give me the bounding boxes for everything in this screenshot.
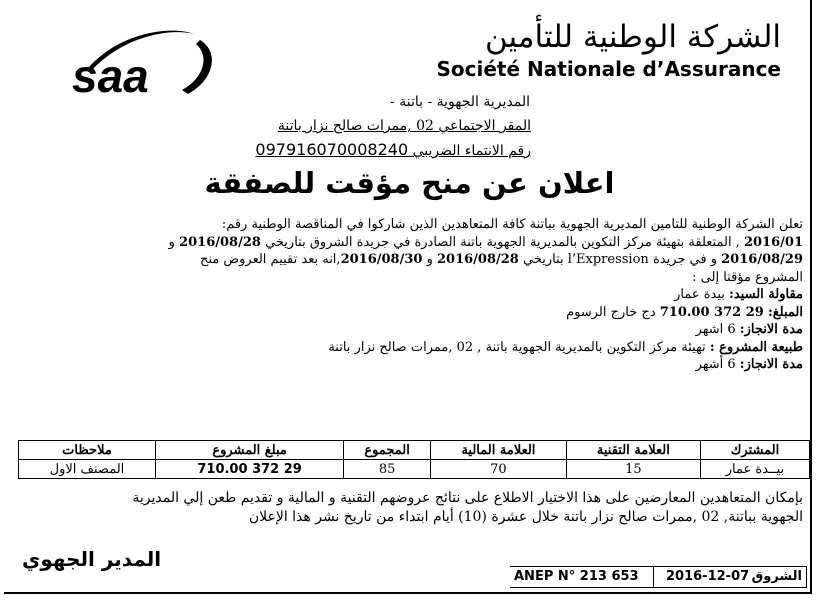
publication-footer: [510, 566, 807, 588]
intro-line-1: تعلن الشركة الوطنية للتامين المديرية الجهوية بباتنة كافة المتعاهدين الذين شاركوا في المناقصة الوطنية رقم:: [221, 217, 803, 232]
anep-number: ANEP N° 213 653: [514, 567, 654, 587]
appeal-line-2: الجهوية بباتنة, 02 ,ممرات صالح نزار باتنة خلال عشرة (10) أيام ابتداء من تاريخ نشر هذا الإعلان: [248, 509, 803, 525]
intro-line-3-text-2: بتاريخي: [522, 252, 564, 267]
tax-number-label: رقم الانتماء الضريبي: [412, 143, 531, 159]
publication-date: 2016-12-07: [666, 569, 750, 584]
newspaper-logo: الشروق: [751, 569, 802, 584]
appeal-line-1: بإمكان المتعاهدين المعارضين على هذا الاختيار الاطلاع على نتائج عروضهم التقنية و المالية و تقديم طعن إلي المديرية: [132, 490, 803, 506]
duration-2-label: مدة الانجاز:: [739, 357, 803, 372]
amount-line: [13, 304, 803, 322]
table-row: [19, 460, 810, 479]
saa-logo: [70, 28, 220, 100]
nature-value: تهيئة مركز التكوين بالمديرية الجهوية باتنة , 02 ,ممرات صالح نزار باتنة: [328, 339, 706, 355]
tender-number: 2016/01: [743, 234, 803, 250]
company-name-arabic: الشركة الوطنية للتأمين: [484, 19, 781, 55]
intro-line-3: [13, 251, 803, 269]
publication-date-3: 2016/08/28: [436, 252, 519, 267]
contractor-value: بيدة عمار: [674, 287, 725, 302]
amount-label: المبلغ:: [767, 304, 803, 320]
intro-line-3-text-3: ,انه بعد تقييم العروض منح: [200, 252, 341, 267]
announcement-body: [13, 216, 803, 374]
publication-date-4: 2016/08/30: [340, 252, 423, 267]
intro-line-2: [13, 234, 803, 252]
table-header: المشترك: [700, 441, 809, 460]
contractor-label: مقاولة السيد:: [729, 287, 803, 302]
table-cell: 85: [344, 460, 431, 479]
duration-value: 6 اشهر: [695, 322, 736, 337]
amount-suffix: دج خارج الرسوم: [566, 304, 656, 320]
table-header-row: [19, 441, 810, 460]
duration-label: مدة الانجاز:: [739, 322, 803, 337]
regional-directorate: المديرية الجهوية - باتنة -: [390, 94, 530, 110]
intro-line-4: المشروع مؤقتا إلى :: [692, 269, 803, 285]
table-cell: 70: [431, 460, 567, 479]
duration-line: [13, 321, 803, 339]
publication-date-1: 2016/08/28: [179, 234, 261, 250]
table-header: ملاحظات: [19, 441, 156, 460]
contractor-line: [13, 286, 803, 304]
table-cell: 15: [566, 460, 700, 479]
table-header: العلامة التقنية: [566, 441, 700, 460]
appeal-notice: [13, 489, 803, 527]
publication-date-2: 2016/08/29: [721, 252, 803, 267]
table-header: مبلغ المشروع: [155, 441, 343, 460]
duration-line-2: [13, 356, 803, 374]
tax-number-value: 097916070008240: [255, 140, 409, 159]
duration-2-value: 6 أشهر: [695, 357, 736, 372]
headquarters-address: المقر الاجتماعي 02 ,ممرات صالح نزار باتنة: [277, 118, 531, 134]
evaluation-table: [18, 440, 810, 479]
table-cell: بيــدة عمار: [700, 460, 809, 479]
amount-value: 29 372 710.00: [659, 304, 764, 320]
table-cell: المصنف الاول: [19, 460, 156, 479]
conjunction: و: [426, 252, 433, 267]
table-header: العلامة المالية: [431, 441, 567, 460]
conjunction: و: [168, 234, 175, 250]
nature-label: طبيعة المشروع :: [709, 339, 803, 355]
intro-line-3-text-1: و في جريدة: [652, 252, 717, 267]
company-name-french: Société Nationale d’Assurance: [436, 57, 781, 81]
logo-text: saa: [72, 50, 149, 100]
logo-swoosh-right: [182, 40, 212, 94]
signature: المدير الجهوي: [22, 547, 162, 571]
announcement-title: اعلان عن منح مؤقت للصفقة: [204, 166, 615, 200]
tax-number-line: [255, 141, 531, 160]
intro-line-2-text: , المتعلقة بتهيئة مركز التكوين بالمديرية الجهوية باتنة الصادرة في جريدة الشروق بتاريخي: [265, 234, 740, 250]
nature-line: [13, 339, 803, 357]
table-cell: 29 372 710.00: [155, 460, 343, 479]
newspaper-name: l’Expression: [567, 252, 649, 267]
table-header: المجموع: [344, 441, 431, 460]
